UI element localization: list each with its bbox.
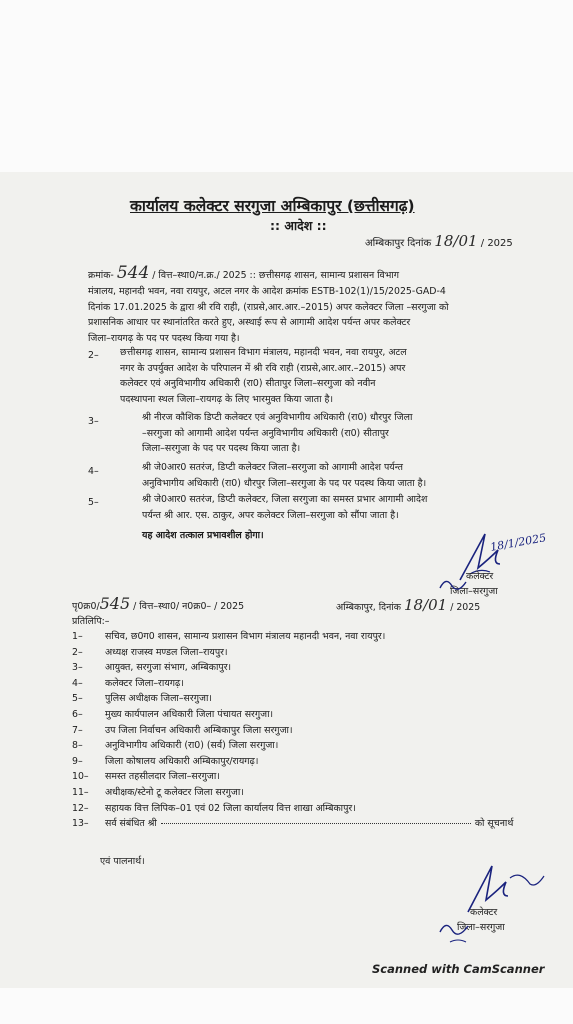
para-1-line: प्रशासनिक आधार पर स्थानांतरित करते हुए, अस्थाई रूप से आगामी आदेश पर्यन्त अपर कलेक्टर xyxy=(88,317,411,329)
recipient-number: 12– xyxy=(72,802,89,814)
recipient-number: 11– xyxy=(72,787,89,798)
recipient-item xyxy=(72,660,231,673)
endorsement-ref-number: 545 xyxy=(99,594,131,613)
recipient-item xyxy=(72,645,228,658)
info-suffix: को सूचनार्थ xyxy=(474,818,514,830)
item-line: श्री जे0आर0 सतरंज, डिप्टी कलेक्टर, जिला सरगुजा का समस्त प्रभार आगामी आदेश xyxy=(142,494,428,505)
recipient-text: आयुक्त, सरगुजा संभाग, अम्बिकापुर। xyxy=(105,662,232,674)
recipient-text: सहायक वित्त लिपिक–01 एवं 02 जिला कार्यालय वित्त शाखा अम्बिकापुर। xyxy=(105,802,356,814)
recipient-item xyxy=(72,801,356,814)
item-line: जिला–सरगुजा के पद पर पदस्थ किया जाता है। xyxy=(142,443,301,455)
recipient-text: सर्व संबंधित श्री xyxy=(105,818,157,830)
endorsement-date-label: अम्बिकापुर, दिनांक xyxy=(336,602,401,613)
recipient-number: 2– xyxy=(72,646,83,658)
order-number-line xyxy=(88,263,400,284)
order-number: 544 xyxy=(116,263,150,283)
item-number: 5– xyxy=(88,497,99,508)
order-item-5 xyxy=(142,492,427,523)
initials-scribble-copy xyxy=(436,916,476,946)
item-number: 2– xyxy=(88,350,99,361)
para-1-line: दिनांक 17.01.2025 के द्वारा श्री रवि राही, (राप्रसे,आर.आर.–2015) अपर कलेक्टर जिला –सरगुजा को xyxy=(88,301,449,313)
order-item-3 xyxy=(142,410,412,457)
recipient-text: अनुविभागीय अधिकारी (रा0) (सर्व) जिला सरगुजा। xyxy=(105,740,279,752)
item-line: कलेक्टर एवं अनुविभागीय अधिकारी (रा0) सीतापुर जिला–सरगुजा को नवीन xyxy=(120,378,376,390)
order-number-label: क्रमांक- xyxy=(88,270,114,281)
recipient-item xyxy=(72,629,385,642)
recipient-number: 10– xyxy=(72,771,89,783)
recipient-number: 13– xyxy=(72,818,89,830)
initials-scribble xyxy=(436,574,472,596)
signatory-title: कलेक्टर xyxy=(466,571,494,582)
item-line: श्री नीरज कौशिक डिप्टी कलेक्टर एवं अनुविभागीय अधिकारी (रा0) धौरपुर जिला xyxy=(142,412,413,423)
recipient-item xyxy=(72,723,293,736)
item-line: –सरगुजा को आगामी आदेश पर्यन्त अनुविभागीय अधिकारी (रा0) सीतापुर xyxy=(142,427,389,439)
compliance-line: एवं पालनार्थ। xyxy=(100,856,145,867)
order-number-rest: / वित्त–स्था0/न.क्र./ 2025 :: छत्तीसगढ़ शासन, सामान्य प्रशासन विभाग xyxy=(152,270,400,281)
order-item-2 xyxy=(120,345,407,407)
camscanner-watermark: Scanned with CamScanner xyxy=(372,962,545,976)
para-1-line: जिला–रायगढ़ के पद पर पदस्थ किया गया है। xyxy=(88,332,240,344)
signatory-district: जिला–सरगुजा xyxy=(450,586,498,597)
endorsement-date-year: / 2025 xyxy=(450,602,481,613)
recipient-item xyxy=(72,676,184,689)
item-line: पर्यन्त श्री आर. एस. ठाकुर, अपर कलेक्टर जिला–सरगुजा को सौंपा जाता है। xyxy=(142,509,399,521)
effective-statement: यह आदेश तत्काल प्रभावशील होगा। xyxy=(142,530,264,541)
para-1-line: मंत्रालय, महानदी भवन, नवा रायपुर, अटल नगर के आदेश क्रमांक ESTB-102(1)/15/2025-GAD-4 xyxy=(88,286,446,297)
recipient-text: जिला कोषालय अधिकारी अम्बिकापुर/रायगढ़। xyxy=(105,755,259,767)
order-para-1 xyxy=(88,284,449,346)
recipient-number: 4– xyxy=(72,677,83,689)
recipient-item xyxy=(72,738,278,751)
recipient-number: 6– xyxy=(72,709,83,720)
recipient-item xyxy=(72,691,212,704)
recipient-number: 7– xyxy=(72,724,83,736)
recipient-number: 9– xyxy=(72,755,83,767)
recipient-item xyxy=(72,816,513,829)
order-item-4 xyxy=(142,460,426,491)
fill-in-blank xyxy=(161,823,471,824)
recipient-text: अधीक्षक/स्टेनो टू कलेक्टर जिला सरगुजा। xyxy=(105,787,244,798)
recipient-text: कलेक्टर जिला–रायगढ़। xyxy=(105,677,184,689)
item-line: पदस्थापना स्थल जिला–रायगढ़ के लिए भारमुक्त किया जाता है। xyxy=(120,393,334,405)
order-date: अम्बिकापुर दिनांक 18/01 / 2025 xyxy=(365,232,513,250)
item-line: छत्तीसगढ़ शासन, सामान्य प्रशासन विभाग मंत्रालय, महानदी भवन, नवा रायपुर, अटल xyxy=(120,347,407,358)
order-date-year: / 2025 xyxy=(480,238,513,249)
item-line: श्री जे0आर0 सतरंज, डिप्टी कलेक्टर जिला–सरगुजा को आगामी आदेश पर्यन्त xyxy=(142,462,403,473)
item-line: नगर के उपर्युक्त आदेश के परिपालन में श्री रवि राही (राप्रसे,आर.आर.–2015) अपर xyxy=(120,362,406,374)
endorsement-ref-line xyxy=(72,596,244,615)
recipient-item xyxy=(72,769,220,782)
order-date-day: 18 xyxy=(434,232,454,250)
endorsement-date-day: 18 xyxy=(403,596,424,614)
scan-top-margin xyxy=(0,0,573,172)
recipient-number: 3– xyxy=(72,662,83,674)
office-title: कार्यालय कलेक्टर सरगुजा अम्बिकापुर (छत्तीसगढ़) xyxy=(130,197,415,215)
order-date-month: 01 xyxy=(458,232,478,250)
recipient-text: पुलिस अधीक्षक जिला–सरगुजा। xyxy=(105,693,212,705)
recipient-item xyxy=(72,785,244,798)
recipient-text: सचिव, छ0ग0 शासन, सामान्य प्रशासन विभाग मंत्रालय महानदी भवन, नवा रायपुर। xyxy=(105,631,386,642)
endorsement-ref-rest: / वित्त–स्था0/ न0क्र0– / 2025 xyxy=(133,601,245,612)
item-number: 4– xyxy=(88,466,99,477)
order-heading: :: आदेश :: xyxy=(270,218,327,233)
recipient-number: 5– xyxy=(72,693,83,705)
recipient-number: 1– xyxy=(72,631,83,642)
endorsement-date-month: 01 xyxy=(428,596,448,614)
recipient-text: अध्यक्ष राजस्व मण्डल जिला–रायपुर। xyxy=(105,646,228,658)
order-date-label: अम्बिकापुर दिनांक xyxy=(365,238,432,249)
signatory-district-copy: जिला–सरगुजा xyxy=(457,922,505,933)
item-number: 3– xyxy=(88,416,99,427)
recipient-item xyxy=(72,707,273,720)
item-line: अनुविभागीय अधिकारी (रा0) धौरपुर जिला–सरगुजा के पद पर पदस्थ किया जाता है। xyxy=(142,477,427,489)
signatory-title-copy: कलेक्टर xyxy=(470,907,498,918)
endorsement-ref-prefix: पृ0क्र0/ xyxy=(72,601,100,612)
recipient-number: 8– xyxy=(72,740,83,752)
recipient-text: मुख्य कार्यपालन अधिकारी जिला पंचायत सरगुजा। xyxy=(105,709,274,720)
endorsement-date: अम्बिकापुर, दिनांक 18/01 / 2025 xyxy=(336,596,481,614)
scan-bottom-margin xyxy=(0,988,573,1024)
copy-to-label: प्रतिलिपि:– xyxy=(72,616,110,627)
collector-signature-copy xyxy=(440,858,560,918)
recipient-text: उप जिला निर्वाचन अधिकारी अम्बिकापुर जिला सरगुजा। xyxy=(105,724,293,736)
recipient-item xyxy=(72,754,258,767)
recipient-text: समस्त तहसीलदार जिला–सरगुजा। xyxy=(105,771,220,783)
signature-date-handwritten: 18/1/2025 xyxy=(489,531,548,554)
